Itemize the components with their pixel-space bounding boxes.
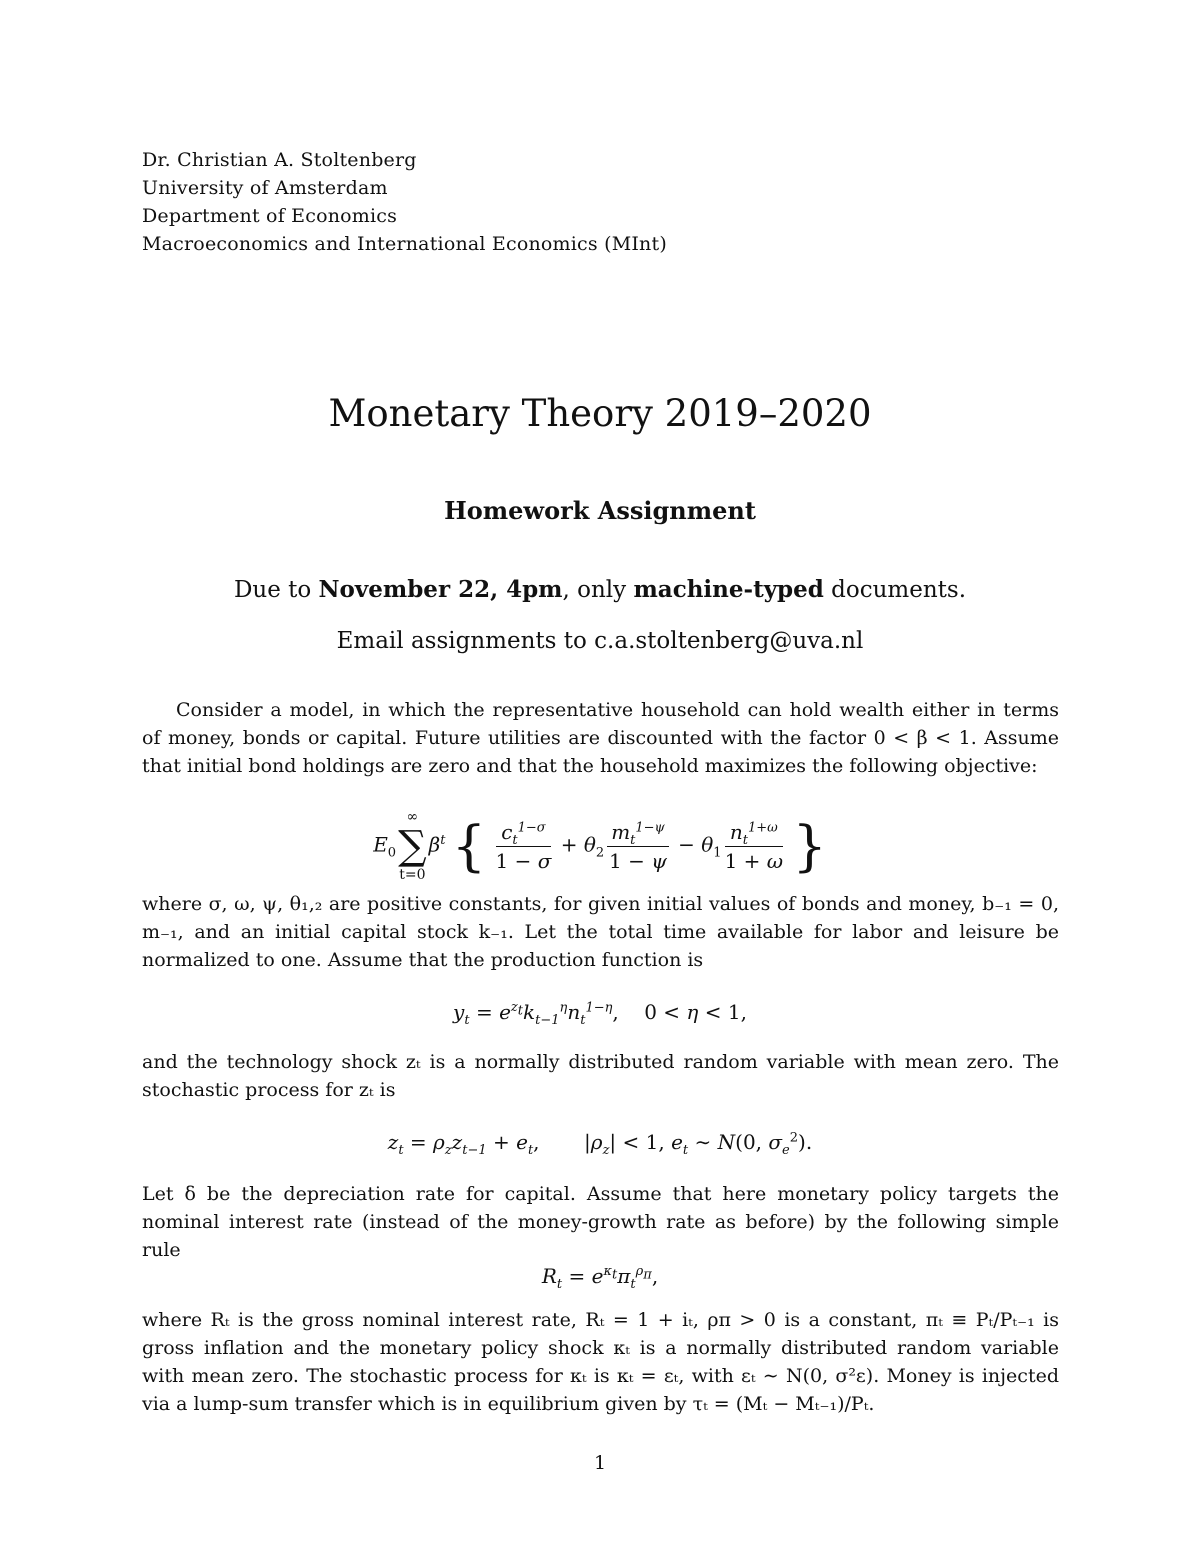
paragraph-3: and the technology shock zₜ is a normally distributed random variable with mean zero. The stochastic process for zₜ is [142,1051,1059,1101]
due-prefix: Due to [233,577,319,603]
group: Macroeconomics and International Economics (MInt) [142,233,667,255]
equation-shock-process: $z_t = \rho_zz_{t-1} + e_t$, $|\rho_z| < 1$, $e_t$ ∼ N(0, $\sigma_e^2$). [387,1130,813,1158]
due-suffix: documents. [823,577,967,603]
page-number: 1 [593,1452,607,1474]
document-title: Monetary Theory 2019–2020 [328,392,872,435]
sum-symbol: ∞ ∑ t=0 [398,809,427,883]
due-mid: , only [562,577,634,603]
equation-objective: $E_0$ ∞ ∑ t=0 $\beta^t$ { $\frac{c_t^{1-\sigma}}{1 - \sigma}$ + $\theta_2$ $\frac{m_t^{1-\psi}}{1 - \psi}$ − $\theta_1$ $\frac{n_t^{1+\omega}}{1 + \omega}$ } [373,809,827,883]
email-line: Email assignments to c.a.stoltenberg@uva.nl [336,628,864,654]
author-name: Dr. Christian A. Stoltenberg [142,149,417,171]
department: Department of Economics [142,205,398,227]
university: University of Amsterdam [142,177,388,199]
equation-production: $y_t = e^{z_t}k_{t-1}^\eta n_t^{1-\eta}$, 0 < η < 1, [453,1000,747,1028]
due-line [0,576,1200,603]
paragraph-5: where Rₜ is the gross nominal interest rate, Rₜ = 1 + iₜ, ρπ > 0 is a constant, πₜ ≡ Pₜ/Pₜ₋₁ is gross inflation and the monetary policy shock κₜ is a normally distributed random variable with mean zero. The stochastic process for κₜ is κₜ = εₜ, with εₜ ∼ N(0, σ²ε). Money is injected via a lump-sum transfer which is in equilibrium given by τₜ = (Mₜ − Mₜ₋₁)/Pₜ. [142,1309,1059,1415]
due-date: November 22, 4pm [318,576,563,603]
paragraph-2: where σ, ω, ψ, θ₁,₂ are positive constants, for given initial values of bonds and money, b₋₁ = 0, m₋₁, and an initial capital stock k₋₁. Let the total time available for labor and leisure be normalized to one. Assume that the production function is [142,893,1059,971]
right-brace: } [792,814,827,878]
author-block [142,146,667,258]
paragraph-4: Let δ be the depreciation rate for capital. Assume that here monetary policy targets the nominal interest rate (instead of the money-growth rate as before) by the following simple rule [142,1183,1059,1261]
paragraph-1: Consider a model, in which the representative household can hold wealth either in terms of money, bonds or capital. Future utilities are discounted with the factor 0 < β < 1. Assume that initial bond holdings are zero and that the household maximizes the following objective: [142,699,1059,777]
equation-policy-rule: $R_t = e^{\kappa_t}\pi_t^{\rho_\pi}$, [541,1264,659,1292]
document-subtitle: Homework Assignment [444,496,756,525]
left-brace: { [451,814,487,878]
due-typed: machine-typed [633,576,824,603]
